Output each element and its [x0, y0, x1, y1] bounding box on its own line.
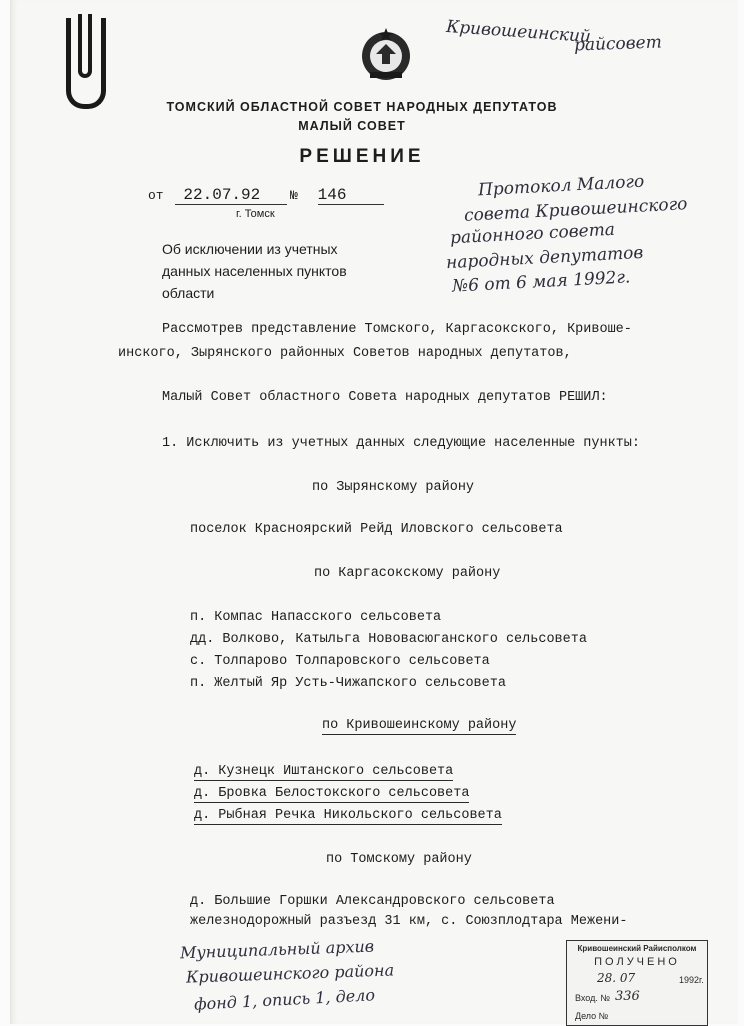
- date-value: 22.07.92: [175, 186, 287, 205]
- stamp-org: Кривошеинский Райисполком: [577, 944, 697, 953]
- number-field: № 146: [290, 186, 384, 205]
- handwritten-protocol: народных депутатов: [445, 242, 644, 274]
- received-stamp: [566, 940, 708, 1026]
- list-item: п. Желтый Яр Усть-Чижапского сельсовета: [190, 676, 506, 691]
- handwritten-protocol: Протокол Малого: [477, 171, 645, 201]
- state-emblem-icon: [356, 24, 416, 84]
- district-heading: по Кривошеинскому району: [322, 718, 517, 733]
- district-heading: по Каргасокскому району: [314, 566, 501, 581]
- district-heading: по Томскому району: [326, 852, 472, 867]
- handwritten-protocol: районного совета: [449, 219, 616, 249]
- list-item: д. Бровка Белостокского сельсовета: [194, 786, 470, 801]
- list-item: п. Компас Напасского сельсовета: [190, 610, 442, 625]
- paper-clip-icon: [66, 18, 106, 109]
- stamp-year: 1992г.: [679, 975, 704, 985]
- city-label: г. Томск: [236, 208, 275, 220]
- stamp-title: ПОЛУЧЕНО: [594, 956, 680, 968]
- paragraph-line: инского, Зырянского районных Советов народных депутатов,: [118, 346, 572, 361]
- stamp-date: 28. 07: [597, 971, 636, 985]
- handwritten-archive-note: Кривошеинского района: [185, 960, 395, 987]
- number-value: 146: [318, 186, 384, 205]
- list-item: с. Толпарово Толпаровского сельсовета: [190, 654, 490, 669]
- handwritten-note-top: Кривошеинский: [445, 16, 592, 48]
- list-item: дд. Волково, Катыльга Нововасюганского сельсовета: [190, 632, 587, 647]
- decision-line: Малый Совет областного Совета народных депутатов РЕШИЛ:: [162, 390, 608, 405]
- handwritten-archive-note: Муниципальный архив: [179, 936, 375, 963]
- handwritten-archive-note: фонд 1, опись 1, дело: [193, 985, 376, 1014]
- header-council: МАЛЫЙ СОВЕТ: [298, 119, 406, 133]
- document-title: РЕШЕНИЕ: [299, 146, 425, 167]
- list-item: д. Рыбная Речка Никольского сельсовета: [194, 808, 502, 823]
- paragraph-line: Рассмотрев представление Томского, Каргасокского, Кривоше-: [162, 322, 632, 337]
- handwritten-protocol: совета Кривошеинского: [463, 194, 688, 226]
- header-organization: ТОМСКИЙ ОБЛАСТНОЙ СОВЕТ НАРОДНЫХ ДЕПУТАТОВ: [166, 100, 558, 114]
- stamp-in-number: 336: [615, 989, 640, 1004]
- date-field: от 22.07.92: [148, 186, 287, 205]
- list-item: железнодорожный разъезд 31 км, с. Союзплодтара Межени-: [190, 914, 628, 929]
- handwritten-note-top: райсовет: [573, 32, 663, 56]
- handwritten-protocol: №6 от 6 мая 1992г.: [451, 267, 631, 297]
- list-item: д. Кузнецк Иштанского сельсовета: [194, 764, 454, 779]
- district-heading: по Зырянскому району: [312, 480, 475, 495]
- stamp-case-label: Дело №: [575, 1011, 609, 1021]
- subject-block: Об исключении из учетных данных населенных пунктов области: [162, 241, 347, 301]
- item-line: 1. Исключить из учетных данных следующие населенные пункты:: [162, 436, 640, 451]
- list-item: д. Большие Горшки Александровского сельсовета: [190, 894, 555, 909]
- stamp-in-label: Вход. №: [575, 993, 611, 1003]
- list-item: поселок Красноярский Рейд Иловского сельсовета: [190, 522, 563, 537]
